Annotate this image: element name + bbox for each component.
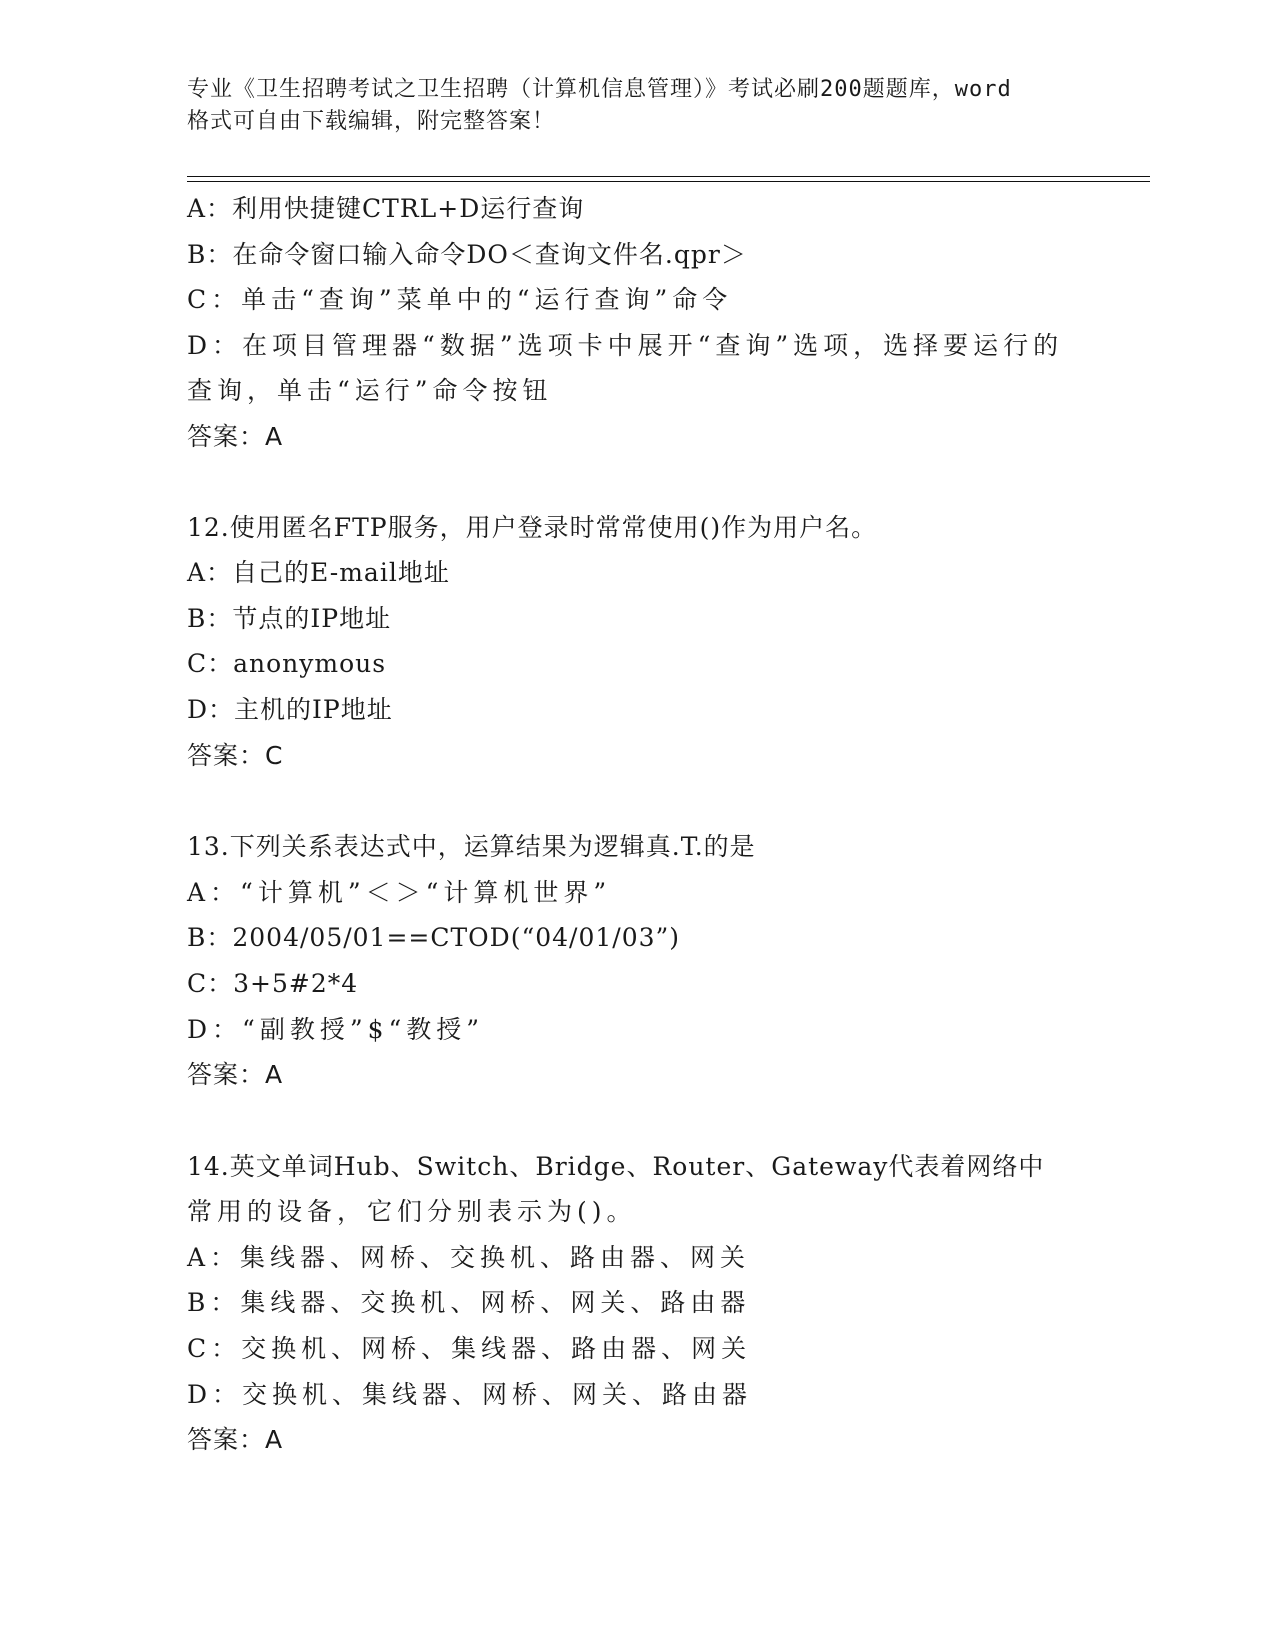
option-d: D：“副教授”$“教授”	[187, 1014, 485, 1044]
question-text: 13.下列关系表达式中，运算结果为逻辑真.T.的是	[187, 832, 756, 862]
question-11-block	[187, 186, 1150, 460]
option-c: C：3+5#2*4	[187, 968, 359, 998]
question-14-block	[187, 1144, 1150, 1463]
option-d-continued: 查询，单击“运行”命令按钮	[187, 376, 553, 406]
answer-label: 答案：C	[187, 740, 284, 770]
answer-label: 答案：A	[187, 421, 284, 451]
question-13-block	[187, 824, 1150, 1098]
option-d: D：交换机、集线器、网桥、网关、路由器	[187, 1379, 753, 1409]
option-d: D：在项目管理器“数据”选项卡中展开“查询”选项，选择要运行的	[187, 330, 1064, 360]
option-a: A：利用快捷键CTRL+D运行查询	[187, 194, 585, 223]
question-12-block	[187, 505, 1150, 779]
answer-label: 答案：A	[187, 1060, 284, 1090]
option-c: C：单击“查询”菜单中的“运行查询”命令	[187, 285, 733, 315]
option-c: C：anonymous	[187, 649, 387, 679]
document-header	[187, 74, 1087, 138]
header-line-2: 格式可自由下载编辑，附完整答案！	[187, 109, 556, 134]
header-rule-top	[187, 176, 1150, 177]
option-d: D：主机的IP地址	[187, 694, 393, 724]
question-text-continued: 常用的设备，它们分别表示为()。	[187, 1197, 637, 1227]
header-line-1: 专业《卫生招聘考试之卫生招聘（计算机信息管理）》考试必刷200题题库，word	[187, 77, 1012, 102]
question-text: 14.英文单词Hub、Switch、Bridge、Router、Gateway代表着网络中	[187, 1151, 1045, 1181]
question-list	[187, 186, 1150, 1463]
answer-label: 答案：A	[187, 1425, 284, 1455]
option-a: A：集线器、网桥、交换机、路由器、网关	[187, 1242, 751, 1272]
option-b: B：2004/05/01==CTOD(“04/01/03”)	[187, 923, 681, 953]
option-a: A：自己的E-mail地址	[187, 558, 450, 588]
option-b: B：集线器、交换机、网桥、网关、路由器	[187, 1288, 751, 1318]
option-a: A：“计算机”＜＞“计算机世界”	[187, 877, 612, 907]
option-b: B：节点的IP地址	[187, 603, 392, 633]
question-text: 12.使用匿名FTP服务，用户登录时常常使用()作为用户名。	[187, 512, 878, 542]
header-rule-bottom	[187, 181, 1150, 182]
option-b: B：在命令窗口输入命令DO＜查询文件名.qpr＞	[187, 239, 747, 269]
option-c: C：交换机、网桥、集线器、路由器、网关	[187, 1334, 752, 1364]
